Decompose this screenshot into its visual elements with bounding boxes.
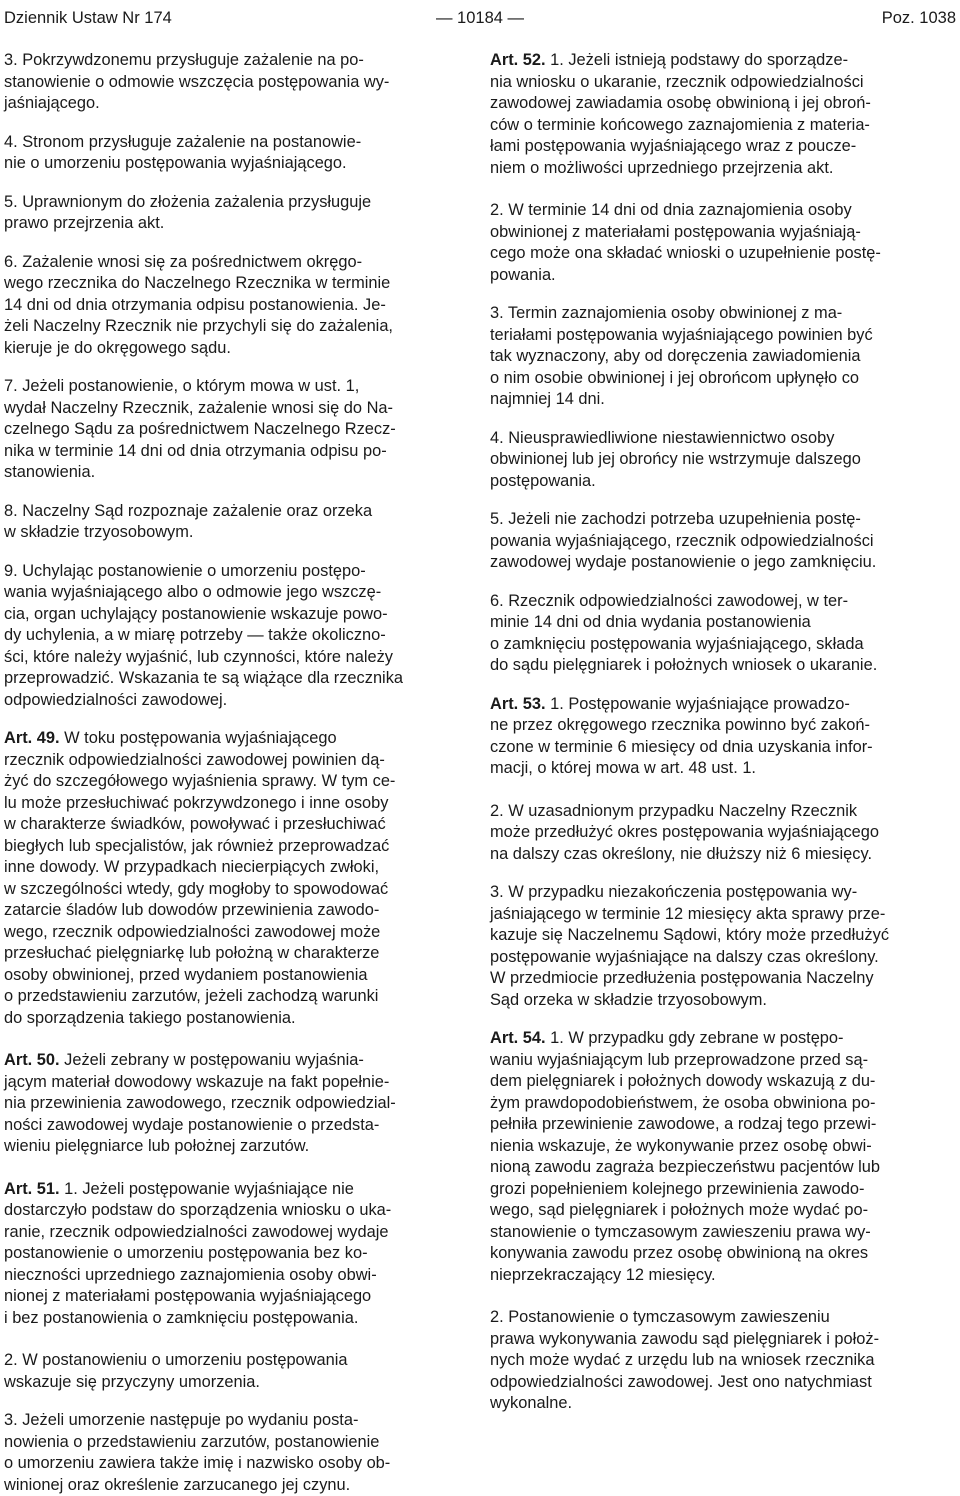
paragraph: [4, 1050, 470, 1158]
right-column: [490, 50, 956, 1447]
paragraph: [490, 303, 956, 411]
paragraph: [4, 50, 470, 115]
paragraph-text: 4. Nieusprawiedliwione niestawiennictwo osoby obwinionej lub jej obrońcy nie wstrzymuje dalszego postępowania.: [490, 428, 861, 490]
paragraph: [4, 252, 470, 360]
paragraph-text: 3. Termin zaznajomienia osoby obwinionej z ma- teriałami postępowania wyjaśniającego powinien być tak wyznaczony, aby od doręczenia zawiadomienia o nim osobie obwinionej i jej obrońcom upłynęło co najmniej 14 dni.: [490, 304, 873, 408]
article-number: Art. 51.: [4, 1179, 60, 1198]
paragraph: [4, 1410, 470, 1496]
paragraph: [490, 428, 956, 493]
paragraph-text: 2. W uzasadnionym przypadku Naczelny Rzecznik może przedłużyć okres postępowania wyjaśniającego na dalszy czas określony, nie dłuższy niż 6 miesięcy.: [490, 801, 880, 863]
paragraph-text: 2. Postanowienie o tymczasowym zawieszeniu prawa wykonywania zawodu sąd pielęgniarek i położ- nych może wydać z urzędu lub na wniosek rzecznika odpowiedzialności zawodowej. Jest ono natychmiast wykonalne.: [490, 1308, 880, 1412]
paragraph-text: 3. W przypadku niezakończenia postępowania wy- jaśniającego w terminie 12 miesięcy akta sprawy prze- kazuje się Naczelnemu Sądowi, który może przedłużyć postępowanie wyjaśniające na dalszy czas określony. W przedmiocie przedłużenia postępowania Naczelny Sąd orzeka w składzie trzyosobowym.: [490, 883, 890, 1009]
paragraph-text: 6. Rzecznik odpowiedzialności zawodowej, w ter- minie 14 dni od dnia wydania postanowienia o zamknięciu postępowania wyjaśniającego, składa do sądu pielęgniarek i położnych wniosek o ukaranie.: [490, 591, 878, 674]
paragraph-text: 1. Postępowanie wyjaśniające prowadzo- ne przez okręgowego rzecznika powinno być zakoń- czone w terminie 6 miesięcy od dnia uzyskania infor- macji, o której mowa w art. 48 ust. 1.: [490, 694, 873, 777]
paragraph: [4, 192, 470, 235]
paragraph-text: 5. Jeżeli nie zachodzi potrzeba uzupełnienia postę- powania wyjaśniającego, rzecznik odpowiedzialności zawodowej wydaje postanowienie o jego zamknięciu.: [490, 510, 877, 571]
paragraph: [4, 1350, 470, 1393]
paragraph-text: 2. W terminie 14 dni od dnia zaznajomienia osoby obwinionej z materiałami postępowania wyjaśniają- cego może ona składać wnioski o uzupełnienie postę- powania.: [490, 201, 881, 284]
paragraph: [4, 561, 470, 712]
paragraph-text: Jeżeli zebrany w postępowaniu wyjaśnia- jącym materiał dowodowy wskazuje na fakt popełnie- nia przewinienia zawodowego, rzecznik odpowiedzial- ności zawodowej wydaje postanowienie o przedsta- wieniu pielęgniarce lub położnej zarzutów.: [4, 1051, 396, 1155]
paragraph: [490, 1028, 956, 1286]
paragraph-text: 1. Jeżeli postępowanie wyjaśniające nie dostarczyło podstaw do sporządzenia wniosku o uka- ranie, rzecznik odpowiedzialności zawodowej wydaje postanowienie o umorzeniu postępowania bez ko- nieczności uprzedniego zaznajomienia osoby obwi- nionej z materiałami postępowania wyjaśniającego i bez postanowienia o zamknięciu postępowania.: [4, 1179, 392, 1327]
article-number: Art. 50.: [4, 1051, 60, 1069]
paragraph: [490, 882, 956, 1011]
paragraph: [490, 50, 956, 179]
paragraph: [4, 132, 470, 175]
paragraph-text: W toku postępowania wyjaśniającego rzecznik odpowiedzialności zawodowej powinien dą- żyć do szczegółowego wyjaśnienia sprawy. W tym ce- lu może przesłuchiwać pokrzywdzonego i inne osoby w charakterze świadków, powoływać i przesłuchiwać biegłych lub specjalistów, jak również przeprowadzać inne dowody. W przypadkach niecierpiących zwłoki, w szczególności wtedy, gdy mogłoby to spowodować zatarcie śladów lub dowodów przewinienia zawodo- wego, rzecznik odpowiedzialności zawodowej może przesłuchać pielęgniarkę lub położną w charakterze osoby obwinionej, przed wydaniem postanowienia o przedstawieniu zarzutów, jeżeli zachodzą warunki do sporządzenia takiego postanowienia.: [4, 729, 396, 1027]
page-number: — 10184 —: [435, 8, 525, 27]
paragraph: [490, 1307, 956, 1415]
article-number: Art. 53.: [490, 694, 546, 713]
article-number: Art. 54.: [490, 1029, 546, 1047]
paragraph: [490, 200, 956, 286]
paragraph-text: 4. Stronom przysługuje zażalenie na postanowie- nie o umorzeniu postępowania wyjaśniającego.: [4, 132, 362, 172]
paragraph-text: 2. W postanowieniu o umorzeniu postępowania wskazuje się przyczyny umorzenia.: [4, 1351, 348, 1391]
paragraph: [4, 728, 470, 1029]
page-header: [4, 0, 956, 36]
paragraph: [490, 591, 956, 677]
paragraph-text: 1. Jeżeli istnieją podstawy do sporządze- nia wniosku o ukaranie, rzecznik odpowiedzialności zawodowej zawiadamia osobę obwinioną i jej obroń- ców o terminie końcowego zaznajomienia z materia- łami postępowania wyjaśniającego wraz z poucze- niem o możliwości uprzedniego przejrzenia akt.: [490, 51, 871, 177]
article-number: Art. 52.: [490, 51, 546, 69]
paragraph-text: 6. Zażalenie wnosi się za pośrednictwem okręgo- wego rzecznika do Naczelnego Rzecznika w terminie 14 dni od dnia otrzymania odpisu postanowienia. Je- żeli Naczelny Rzecznik nie przychyli się do zażalenia, kieruje je do okręgowego sądu.: [4, 252, 393, 357]
paragraph: [490, 801, 956, 866]
text-columns: [4, 50, 956, 1494]
journal-title: Dziennik Ustaw Nr 174: [4, 8, 172, 27]
paragraph-text: 1. W przypadku gdy zebrane w postępo- waniu wyjaśniającym lub przeprowadzone przed są- dem pielęgniarek i położnych dowody wskazują z du- żym prawdopodobieństwem, że osoba obwiniona po- pełniła przewinienie zawodowe, a rodzaj tego przewi- nienia wskazuje, że wykonywanie przez osobę obwi- nioną zawodu zagraża bezpieczeństwu pacjentów lub grozi popełnieniem kolejnego przewinienia zawodo- wego, sąd pielęgniarek i położnych może wydać po- stanowienie o tymczasowym zawieszeniu prawa wy- konywania zawodu przez osobę obwinioną na okres nieprzekraczający 12 miesięcy.: [490, 1029, 880, 1284]
paragraph-text: 3. Pokrzywdzonemu przysługuje zażalenie na po- stanowienie o odmowie wszczęcia postępowania wy- jaśniającego.: [4, 51, 390, 112]
paragraph: [490, 509, 956, 574]
left-column: [4, 50, 470, 1494]
position-number: Poz. 1038: [881, 8, 956, 27]
paragraph: [490, 694, 956, 780]
paragraph: [4, 1179, 470, 1330]
paragraph-text: 9. Uchylając postanowienie o umorzeniu postępo- wania wyjaśniającego albo o odmowie jego wszczę- cia, organ uchylający postanowienie wskazuje powo- dy uchylenia, a w miarę potrzeby — także okoliczno- ści, które należy wyjaśnić, lub czynności, które należy przeprowadzić. Wskazania te są wiążące dla rzecznika odpowiedzialności zawodowej.: [4, 561, 404, 709]
paragraph-text: 3. Jeżeli umorzenie następuje po wydaniu posta- nowienia o przedstawieniu zarzutów, postanowienie o umorzeniu zawiera także imię i nazwisko osoby ob- winionej oraz określenie zarzucanego jej czynu.: [4, 1411, 391, 1494]
paragraph: [4, 376, 470, 484]
paragraph: [4, 501, 470, 544]
article-number: Art. 49.: [4, 729, 60, 747]
paragraph-text: 5. Uprawnionym do złożenia zażalenia przysługuje prawo przejrzenia akt.: [4, 192, 372, 232]
paragraph-text: 7. Jeżeli postanowienie, o którym mowa w ust. 1, wydał Naczelny Rzecznik, zażalenie wnosi się do Na- czelnego Sądu za pośrednictwem Naczelnego Rzecz- nika w terminie 14 dni od dnia otrzymania odpisu po- stanowienia.: [4, 377, 396, 481]
paragraph-text: 8. Naczelny Sąd rozpoznaje zażalenie oraz orzeka w składzie trzyosobowym.: [4, 501, 373, 541]
